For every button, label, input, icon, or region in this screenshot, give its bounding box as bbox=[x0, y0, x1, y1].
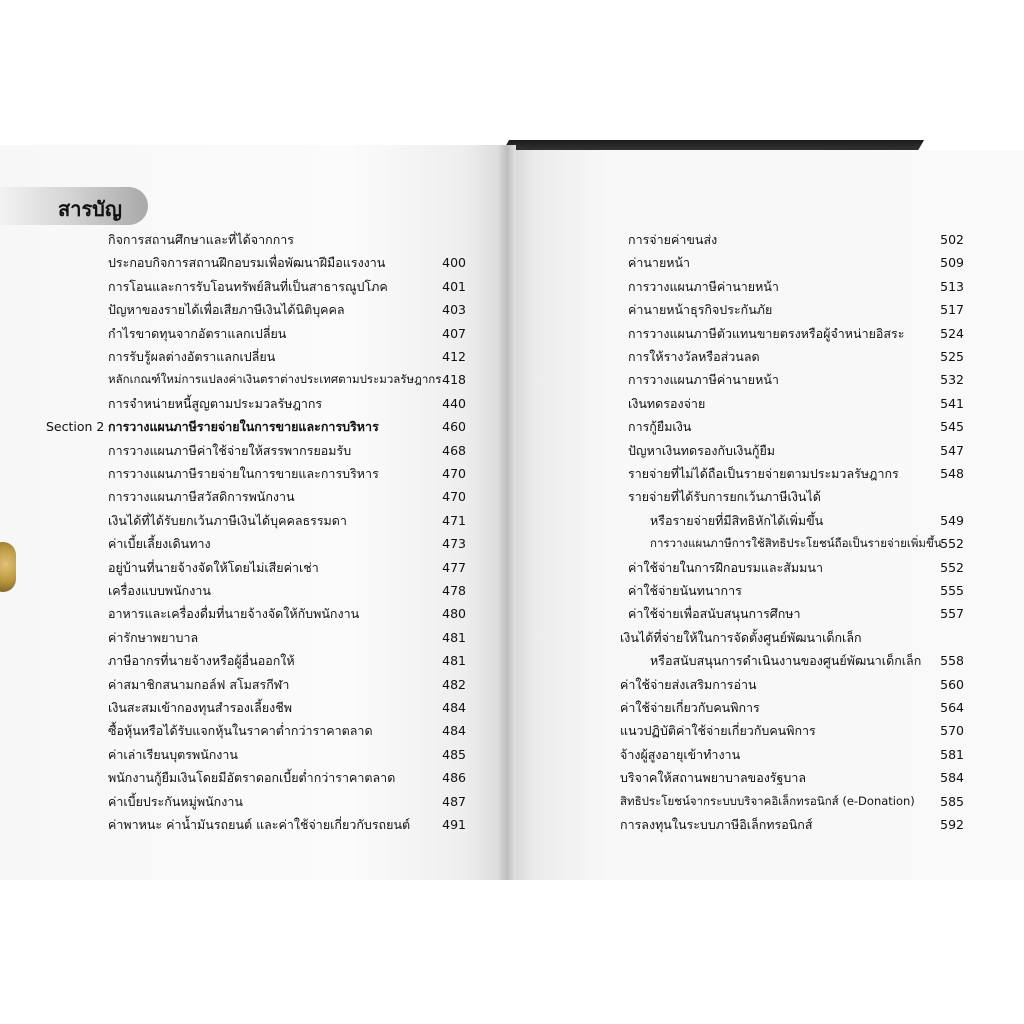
left-entry-text: ค่าเบี้ยประกันหมู่พนักงาน bbox=[108, 793, 243, 809]
right-entry-page: 524 bbox=[940, 325, 964, 341]
right-entry-text: การจ่ายค่าขนส่ง bbox=[628, 232, 718, 247]
right-entry-text: การลงทุนในระบบภาษีอิเล็กทรอนิกส์ bbox=[620, 817, 813, 832]
right-entry-page: 532 bbox=[940, 372, 964, 388]
right-entry-page: 502 bbox=[940, 232, 964, 247]
left-entry-page: 407 bbox=[442, 325, 466, 341]
right-entry-page: 545 bbox=[940, 419, 964, 435]
right-entry-page: 581 bbox=[940, 746, 964, 762]
left-entry-page: 480 bbox=[442, 606, 466, 622]
left-entry-text: การโอนและการรับโอนทรัพย์สินที่เป็นสาธารณูปโภค bbox=[108, 278, 388, 294]
left-entry-text: กิจการสถานศึกษาและที่ได้จากการ bbox=[108, 232, 295, 247]
right-entry-page: 564 bbox=[940, 700, 964, 715]
left-entry-page: 468 bbox=[442, 442, 466, 458]
left-entry-page: 470 bbox=[442, 489, 466, 505]
bottom-background bbox=[0, 880, 1024, 1024]
right-entry-text: หรือรายจ่ายที่มีสิทธิหักได้เพิ่มขึ้น bbox=[650, 512, 824, 528]
right-entry-text: ค่าใช้จ่ายในการฝึกอบรมและสัมมนา bbox=[628, 559, 823, 575]
right-entry-text: จ้างผู้สูงอายุเข้าทำงาน bbox=[620, 746, 741, 762]
right-entry-page: 592 bbox=[940, 817, 964, 832]
left-entry-text: อาหารและเครื่องดื่มที่นายจ้างจัดให้กับพนักงาน bbox=[108, 606, 360, 622]
left-entry-page: 473 bbox=[442, 536, 466, 552]
left-entry-text: การจำหน่ายหนี้สูญตามประมวลรัษฎากร bbox=[108, 395, 323, 411]
left-entry-page: 412 bbox=[442, 349, 466, 364]
left-entry-page: 470 bbox=[442, 466, 466, 481]
left-entry-text: หลักเกณฑ์ใหม่การแปลงค่าเงินตราต่างประเทศตามประมวลรัษฎากร bbox=[108, 372, 442, 387]
right-entry-text: ค่าใช้จ่ายนันทนาการ bbox=[628, 583, 742, 598]
page-title: สารบัญ bbox=[58, 197, 122, 221]
right-entry-text: การวางแผนภาษีตัวแทนขายตรงหรือผู้จำหน่ายอิสระ bbox=[628, 325, 905, 341]
left-entry-page: 471 bbox=[442, 512, 466, 528]
right-entry-page: 549 bbox=[940, 512, 964, 528]
right-entry-page: 570 bbox=[940, 723, 964, 739]
left-entry-text: การวางแผนภาษีสวัสดิการพนักงาน bbox=[108, 489, 295, 505]
right-entry-text: หรือสนับสนุนการดำเนินงานของศูนย์พัฒนาเด็กเล็ก bbox=[650, 653, 922, 669]
right-entry-text: เงินได้ที่จ่ายให้ในการจัดตั้งศูนย์พัฒนาเด็กเล็ก bbox=[620, 629, 862, 645]
right-entry-page: 555 bbox=[940, 583, 964, 598]
bookmark-tab bbox=[0, 542, 16, 592]
left-entry-text: เครื่องแบบพนักงาน bbox=[108, 583, 211, 598]
left-entry-text: พนักงานกู้ยืมเงินโดยมีอัตราดอกเบี้ยต่ำกว่าราคาตลาด bbox=[108, 770, 396, 786]
right-entry-text: ค่าใช้จ่ายส่งเสริมการอ่าน bbox=[620, 676, 757, 692]
right-entry-text: ค่าใช้จ่ายเพื่อสนับสนุนการศึกษา bbox=[628, 606, 801, 622]
left-entry-text: ซื้อหุ้นหรือได้รับแจกหุ้นในราคาต่ำกว่าราคาตลาด bbox=[108, 723, 373, 739]
right-entry-text: การวางแผนภาษีค่านายหน้า bbox=[628, 278, 779, 294]
right-entry-page: 584 bbox=[940, 770, 964, 786]
right-entry-text: เงินทดรองจ่าย bbox=[628, 395, 706, 411]
left-entry-text: ประกอบกิจการสถานฝึกอบรมเพื่อพัฒนาฝีมือแรงงาน bbox=[108, 255, 386, 271]
left-entry-page: 460 bbox=[442, 419, 466, 435]
right-entry-page: 558 bbox=[940, 653, 964, 669]
right-entry-text: ปัญหาเงินทดรองกับเงินกู้ยืม bbox=[628, 442, 776, 458]
left-entry-text: ค่าพาหนะ ค่าน้ำมันรถยนต์ และค่าใช้จ่ายเกี่ยวกับรถยนต์ bbox=[108, 817, 411, 832]
left-entry-text: อยู่บ้านที่นายจ้างจัดให้โดยไม่เสียค่าเช่า bbox=[108, 559, 319, 575]
left-entry-page: 484 bbox=[442, 723, 466, 739]
right-entry-text: แนวปฏิบัติค่าใช้จ่ายเกี่ยวกับคนพิการ bbox=[620, 723, 816, 739]
left-entry-page: 485 bbox=[442, 746, 466, 762]
book-spine bbox=[498, 145, 516, 880]
right-entry-text: ค่าใช้จ่ายเกี่ยวกับคนพิการ bbox=[620, 700, 760, 715]
left-entry-text: การวางแผนภาษีค่าใช้จ่ายให้สรรพากรยอมรับ bbox=[108, 442, 352, 458]
section-label: Section 2 bbox=[46, 419, 105, 435]
left-entry-text: ภาษีอากรที่นายจ้างหรือผู้อื่นออกให้ bbox=[108, 653, 295, 669]
right-entry-page: 547 bbox=[940, 442, 964, 458]
left-entry-text: การวางแผนภาษีรายจ่ายในการขายและการบริหาร bbox=[108, 419, 379, 435]
right-entry-text: การวางแผนภาษีค่านายหน้า bbox=[628, 372, 779, 388]
right-entry-text: การวางแผนภาษีการใช้สิทธิประโยชน์ถือเป็นรายจ่ายเพิ่มขึ้น bbox=[650, 536, 942, 551]
right-entry-page: 509 bbox=[940, 255, 964, 271]
left-entry-text: ค่าสมาชิกสนามกอล์ฟ สโมสรกีฬา bbox=[108, 676, 290, 692]
left-entry-text: เงินสะสมเข้ากองทุนสำรองเลี้ยงชีพ bbox=[108, 700, 292, 715]
right-entry-page: 560 bbox=[940, 676, 964, 692]
left-entry-text: การรับรู้ผลต่างอัตราแลกเปลี่ยน bbox=[108, 349, 276, 364]
left-entry-page: 440 bbox=[442, 395, 466, 411]
left-entry-page: 481 bbox=[442, 629, 466, 645]
right-entry-page: 541 bbox=[940, 395, 964, 411]
left-entry-page: 486 bbox=[442, 770, 466, 786]
left-entry-page: 482 bbox=[442, 676, 466, 692]
right-entry-page: 552 bbox=[940, 559, 964, 575]
left-entry-text: ค่าเล่าเรียนบุตรพนักงาน bbox=[108, 746, 238, 762]
right-entry-text: ค่านายหน้าธุรกิจประกันภัย bbox=[628, 302, 773, 318]
right-entry-page: 517 bbox=[940, 302, 964, 318]
right-entry-text: รายจ่ายที่ได้รับการยกเว้นภาษีเงินได้ bbox=[628, 489, 821, 505]
left-entry-page: 400 bbox=[442, 255, 466, 271]
left-entry-page: 487 bbox=[442, 793, 466, 809]
left-entry-text: ค่าเบี้ยเลี้ยงเดินทาง bbox=[108, 536, 211, 552]
left-entry-page: 481 bbox=[442, 653, 466, 669]
left-entry-page: 418 bbox=[442, 372, 466, 388]
left-entry-text: ค่ารักษาพยาบาล bbox=[108, 629, 199, 645]
right-entry-page: 525 bbox=[940, 349, 964, 364]
right-entry-text: ค่านายหน้า bbox=[628, 255, 691, 271]
left-entry-page: 484 bbox=[442, 700, 466, 715]
left-entry-text: กำไรขาดทุนจากอัตราแลกเปลี่ยน bbox=[108, 325, 287, 341]
right-entry-page: 548 bbox=[940, 466, 964, 481]
left-entry-page: 491 bbox=[442, 817, 466, 832]
left-entry-page: 401 bbox=[442, 278, 466, 294]
right-entry-page: 585 bbox=[940, 793, 964, 809]
right-entry-text: การให้รางวัลหรือส่วนลด bbox=[628, 349, 760, 364]
left-entry-text: การวางแผนภาษีรายจ่ายในการขายและการบริหาร bbox=[108, 466, 379, 481]
left-entry-page: 403 bbox=[442, 302, 466, 318]
right-entry-text: การกู้ยืมเงิน bbox=[628, 419, 692, 435]
right-entry-page: 552 bbox=[940, 536, 964, 552]
right-entry-text: รายจ่ายที่ไม่ได้ถือเป็นรายจ่ายตามประมวลรัษฎากร bbox=[628, 466, 899, 481]
left-entry-text: ปัญหาของรายได้เพื่อเสียภาษีเงินได้นิติบุคคล bbox=[108, 302, 345, 318]
right-entry-text: สิทธิประโยชน์จากระบบบริจาคอิเล็กทรอนิกส์ (e-Donation) bbox=[620, 793, 915, 808]
left-entry-page: 477 bbox=[442, 559, 466, 575]
right-entry-page: 557 bbox=[940, 606, 964, 622]
right-entry-page: 513 bbox=[940, 278, 964, 294]
left-entry-page: 478 bbox=[442, 583, 466, 598]
left-entry-text: เงินได้ที่ได้รับยกเว้นภาษีเงินได้บุคคลธรรมดา bbox=[108, 512, 347, 528]
right-entry-text: บริจาคให้สถานพยาบาลของรัฐบาล bbox=[620, 770, 807, 786]
